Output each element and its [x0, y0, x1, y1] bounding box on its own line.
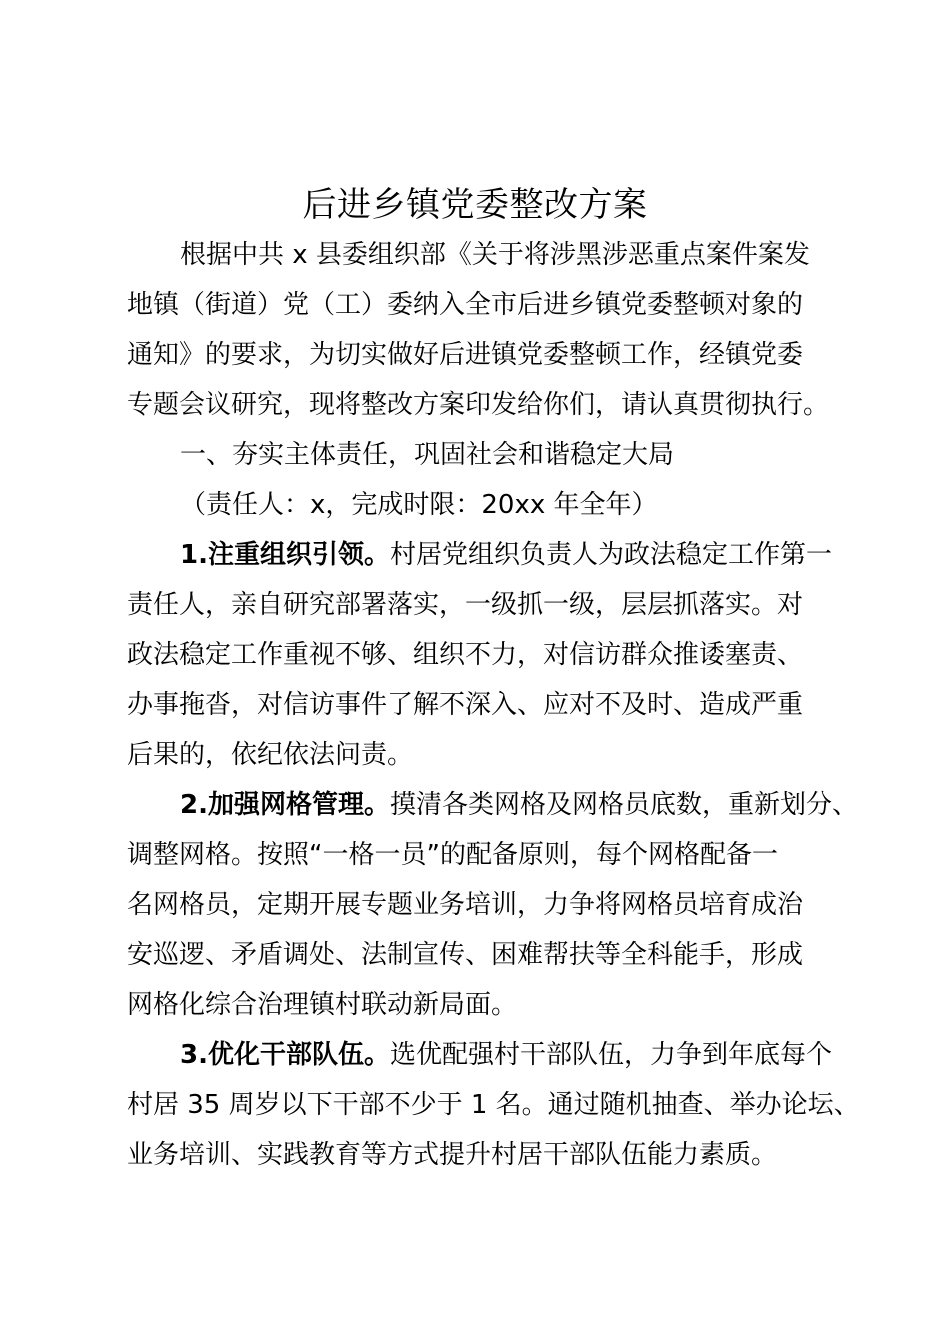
- item2-label: 2.加强网格管理。: [180, 790, 390, 820]
- item2-line-2: 调整网格。按照“一格一员”的配备原则，每个网格配备一: [127, 840, 778, 870]
- item2-line-4: 安巡逻、矛盾调处、法制宣传、困难帮扶等全科能手，形成: [127, 940, 804, 970]
- item2-first-line: [180, 785, 858, 825]
- section1-responsible: （责任人：x，完成时限：20xx 年全年）: [180, 490, 658, 520]
- item3-first-line-text: 选优配强村干部队伍，力争到年底每个: [389, 1040, 832, 1070]
- item1-line-2: 责任人，亲自研究部署落实，一级抓一级，层层抓落实。对: [127, 590, 804, 620]
- item1-line-3: 政法稳定工作重视不够、组织不力，对信访群众推诿塞责、: [127, 640, 804, 670]
- intro-line-3: 通知》的要求，为切实做好后进镇党委整顿工作，经镇党委: [127, 340, 804, 370]
- item1-line-5: 后果的，依纪依法问责。: [127, 740, 414, 770]
- item1-first-line: [180, 535, 832, 575]
- item1-line-4: 办事拖沓，对信访事件了解不深入、应对不及时、造成严重: [127, 690, 804, 720]
- item1-first-line-text: 村居党组织负责人为政法稳定工作第一: [389, 540, 832, 570]
- document-title: 后进乡镇党委整改方案: [302, 185, 648, 225]
- item2-line-5: 网格化综合治理镇村联动新局面。: [127, 990, 518, 1020]
- intro-line-2: 地镇（街道）党（工）委纳入全市后进乡镇党委整顿对象的: [127, 290, 804, 320]
- intro-line-1: 根据中共 x 县委组织部《关于将涉黑涉恶重点案件案发: [180, 240, 810, 270]
- item3-label: 3.优化干部队伍。: [180, 1040, 390, 1070]
- item3-line-3: 业务培训、实践教育等方式提升村居干部队伍能力素质。: [127, 1140, 778, 1170]
- intro-line-4: 专题会议研究，现将整改方案印发给你们，请认真贯彻执行。: [127, 390, 830, 420]
- item2-first-line-text: 摸清各类网格及网格员底数，重新划分、: [389, 790, 858, 820]
- item3-first-line: [180, 1035, 832, 1075]
- item1-label: 1.注重组织引领。: [180, 540, 390, 570]
- section1-heading: 一、夯实主体责任，巩固社会和谐稳定大局: [180, 440, 675, 470]
- item3-line-2: 村居 35 周岁以下干部不少于 1 名。通过随机抽查、举办论坛、: [127, 1090, 860, 1120]
- item2-line-3: 名网格员，定期开展专题业务培训，力争将网格员培育成治: [127, 890, 804, 920]
